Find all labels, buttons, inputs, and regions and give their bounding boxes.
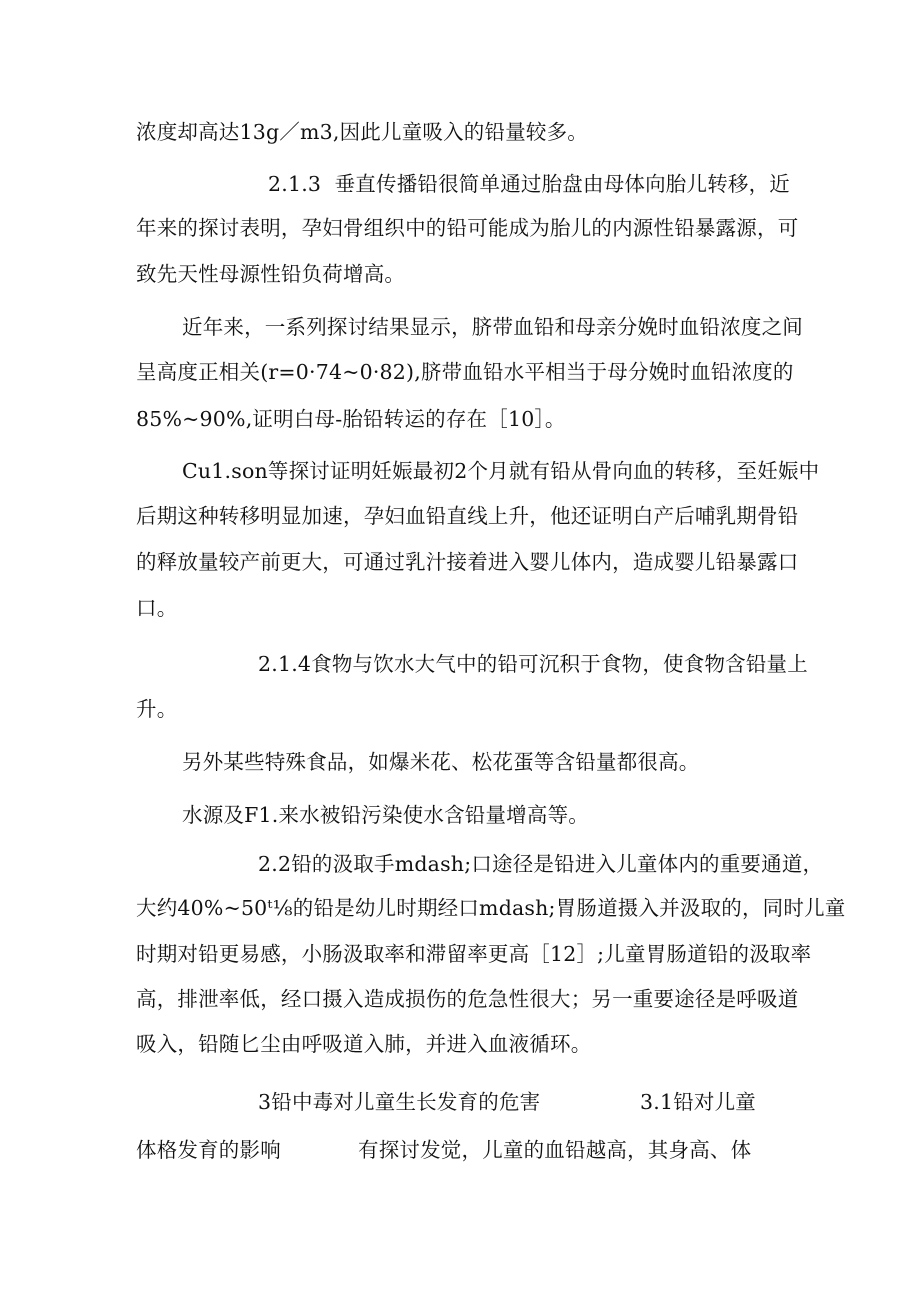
text-line: 2.1.3 垂直传播铅很简单通过胎盘由母体向胎儿转移，近	[268, 172, 790, 196]
text-line: 85%~90%,证明白母-胎铅转运的存在［10］。	[136, 407, 566, 431]
text-line: 近年来，一系列探讨结果显示，脐带血铅和母亲分娩时血铅浓度之间	[182, 315, 803, 339]
text-line: Cu1.son等探讨证明妊娠最初2个月就有铅从骨向血的转移，至妊娠中	[182, 459, 820, 483]
text-line: 年来的探讨表明，孕妇骨组织中的铅可能成为胎儿的内源性铅暴露源，可	[136, 216, 799, 240]
text-line: 的释放量较产前更大，可通过乳汁接着进入婴儿体内，造成婴儿铅暴露口	[136, 550, 799, 574]
text-line: 高，排泄率低，经口摄入造成损伤的危急性很大；另一重要途径是呼吸道	[136, 987, 799, 1011]
section-heading: 3铅中毒对儿童生长发育的危害	[258, 1090, 541, 1114]
text-line: 2.1.4食物与饮水大气中的铅可沉积于食物，使食物含铅量上	[258, 652, 808, 676]
text-line: 大约40%~50ᵗ⅛的铅是幼儿时期经口mdash;胃肠道摄入并汲取的，同时儿童	[136, 896, 846, 920]
subsection-heading: 3.1铅对儿童	[640, 1090, 757, 1114]
text-line: 口。	[136, 596, 178, 620]
text-line: 致先天性母源性铅负荷增高。	[136, 262, 406, 286]
text-line: 时期对铅更易感，小肠汲取率和滞留率更高［12］;儿童胃肠道铅的汲取率	[136, 942, 812, 966]
text-line: 另外某些特殊食品，如爆米花、松花蛋等含铅量都很高。	[182, 750, 700, 774]
text-line: 水源及F1.来水被铅污染使水含铅量增高等。	[182, 803, 589, 827]
text-line: 2.2铅的汲取手mdash;口途径是铅进入儿童体内的重要通道，	[258, 852, 824, 876]
text-line: 浓度却高达13g／m3,因此儿童吸入的铅量较多。	[136, 120, 589, 144]
text-line: 有探讨发觉，儿童的血铅越高，其身高、体	[358, 1138, 752, 1162]
text-line: 升。	[136, 697, 178, 721]
text-line: 呈高度正相关(r=0·74~0·82),脐带血铅水平相当于母分娩时血铅浓度的	[136, 360, 794, 384]
subsection-heading-continued: 体格发育的影响	[136, 1138, 281, 1162]
text-line: 后期这种转移明显加速，孕妇血铅直线上升，他还证明白产后哺乳期骨铅	[136, 504, 799, 528]
text-line: 吸入，铅随匕尘由呼吸道入肺，并进入血液循环。	[136, 1032, 592, 1056]
